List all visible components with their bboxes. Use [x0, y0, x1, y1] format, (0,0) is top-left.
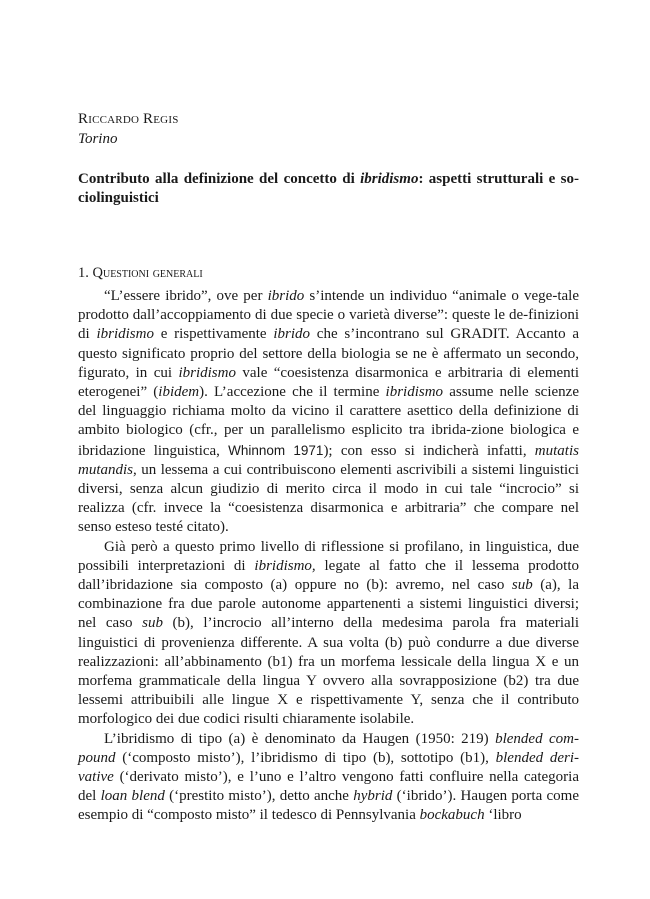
italic-term: blended com-pound — [78, 730, 580, 766]
title-part-2: : aspetti strutturali e so-ciolinguistici — [78, 171, 579, 206]
italic-term: ibrido — [273, 326, 311, 343]
text-run: ). L’accezione che il termine — [199, 384, 386, 401]
paper-title — [78, 170, 579, 208]
text-run: “L’essere ibrido”, ove per — [104, 288, 268, 304]
text-run: s’intende un individuo “animale o vege-tale prodotto dall’accoppiamento di due specie o varietà diverse”: queste le de-finizioni di — [78, 288, 579, 343]
italic-term: ibidem — [158, 384, 200, 401]
text-run: L’ibridismo di tipo (a) è denominato da Haugen (1950: 219) — [104, 730, 496, 747]
paragraph-1 — [78, 287, 579, 538]
text-run: Già però a questo primo livello di riflessione si profilano, in linguistica, due possibili interpretazioni di — [78, 538, 579, 574]
italic-term: ibridismo — [178, 364, 236, 381]
author-name: Riccardo Regis — [78, 111, 179, 127]
text-run: (b), l’incrocio all’interno della medesima parola fra materiali linguistici di provenienza differente. A sua volta (b) può condurre a due diverse realizzazioni: all’abbinamento (b1) fra un morfema lessicale della lingua X e un morfema grammaticale della lingua Y ovvero alla sovrapposizione (b2) tra due lessemi attribuibili alle lingue X e rispettivamente Y, senza che il contributo morfologico dei due codici risulti chiaramente isolabile. — [78, 615, 580, 728]
italic-term: bockabuch — [419, 807, 485, 824]
text-run: (‘derivato misto’), e l’uno e l’altro vengono fatti confluire nella categoria del — [78, 769, 579, 805]
text-run: e rispettivamente — [153, 326, 274, 343]
text-run: che s’incontrano sul GRADIT. Accanto a questo significato proprio del settore della biologia se ne è affermato un secondo, figurato, in cui — [78, 326, 579, 381]
italic-term: ibridismo, — [254, 557, 316, 574]
italic-term: mutatis mutandis — [78, 442, 579, 478]
author-affiliation: Torino — [78, 131, 118, 147]
text-run: ‘libro — [484, 807, 522, 824]
title-term: ibridismo — [360, 171, 419, 187]
text-run: (a), la combinazione fra due parole autonome appartenenti a sistemi linguistici diversi; nel caso — [78, 577, 579, 632]
text-run: Whinnom 1971 — [228, 442, 324, 458]
text-run: assume nelle scienze del linguaggio richiama molto da vicino il carattere asettico della definizione di ambito biologico (cfr., per un parallelismo esplicito tra ibrida-zione biologica e ibridazione linguistica, — [78, 384, 579, 459]
italic-term: ibridismo — [96, 326, 154, 343]
italic-term: hybrid — [353, 788, 393, 805]
body-text — [78, 287, 579, 826]
title-part-1: Contributo alla definizione del concetto di — [78, 171, 361, 187]
paragraph-2 — [78, 538, 579, 730]
text-run: (‘prestito misto’), detto anche — [164, 788, 354, 805]
text-run: (‘composto misto’), l’ibridismo di tipo (b), sottotipo (b1), — [115, 749, 496, 766]
text-run: (‘ibrido’). Haugen porta come esempio di “composto misto” il tedesco di Pennsylvania — [78, 788, 579, 824]
paragraph-3 — [78, 730, 579, 826]
italic-term: ibrido — [267, 288, 305, 304]
text-run: , un lessema a cui contribuiscono elementi ascrivibili a sistemi linguistici diversi, senza alcun giudizio di merito circa il modo in cui tale “incrocio” si realizza (cfr. invece la “coesistenza disarmonica e arbitraria” che compare nel senso esteso testé citato). — [78, 461, 579, 536]
italic-term: sub — [511, 577, 533, 594]
text-run: legate al fatto che il lessema prodotto dall’ibridazione sia composto (a) oppure no (b): avremo, nel caso — [78, 557, 579, 594]
section-heading: 1. Questioni generali — [78, 265, 203, 281]
italic-term: ibridismo — [385, 384, 444, 401]
italic-term: blended deri-vative — [78, 749, 579, 786]
text-run: vale “coesistenza disarmonica e arbitraria di elementi eterogenei” ( — [78, 364, 579, 401]
italic-term: loan blend — [100, 788, 165, 805]
italic-term: sub — [142, 615, 163, 632]
text-run: ); con esso si indicherà infatti, — [323, 442, 535, 459]
